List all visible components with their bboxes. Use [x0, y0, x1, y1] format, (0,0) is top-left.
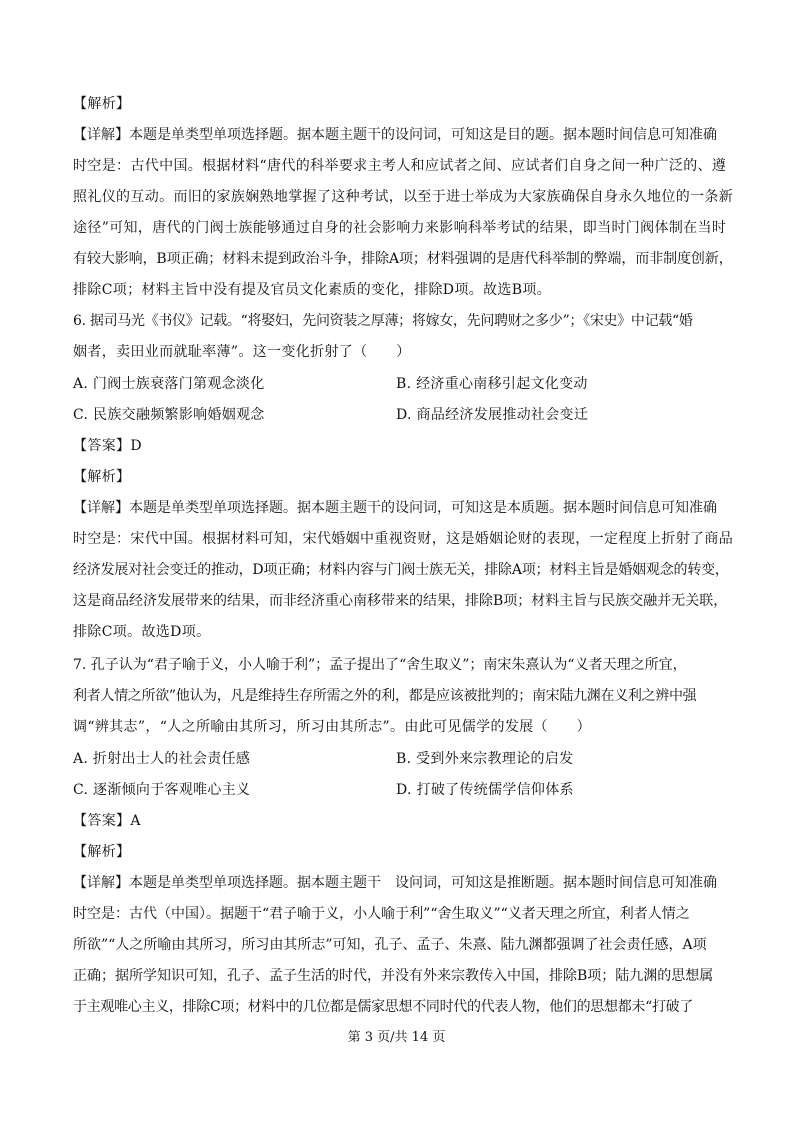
- explanation-line: 照礼仪的互动。而旧的家族娴熟地掌握了这种考试，以至于进士举成为大家族确保自身永久地位的一条新: [73, 189, 734, 205]
- option-b: B. 经济重心南移引起文化变动: [396, 376, 588, 392]
- question-stem: 调“辨其志”，“人之所喻由其所习，所习由其所志”。由此可见儒学的发展（ ）: [73, 719, 591, 735]
- explanation-line: 排除C项；材料主旨中没有提及官员文化素质的变化，排除D项。故选B项。: [73, 282, 552, 298]
- option-a: A. 门阀士族衰落门第观念淡化: [73, 376, 265, 392]
- option-c: C. 逐渐倾向于客观唯心主义: [73, 782, 251, 798]
- explanation-line: 时空是：古代中国。根据材料“唐代的科举要求主考人和应试者之间、应试者们自身之间一种广泛的、遵: [73, 158, 727, 174]
- analysis-label: 【解析】: [73, 844, 131, 860]
- question-stem: 7. 孔子认为“君子喻于义，小人喻于利”；孟子提出了“舍生取义”；南宋朱熹认为“义者天理之所宜，: [73, 657, 687, 673]
- explanation-line: 【详解】本题是单类型单项选择题。据本题主题干 设问词，可知这是推断题。据本题时间信息可知准确: [73, 875, 717, 891]
- explanation-line: 这是商品经济发展带来的结果，而非经济重心南移带来的结果，排除B项；材料主旨与民族交融并无关联，: [73, 593, 728, 609]
- explanation-line: 时空是：古代（中国）。据题干“君子喻于义，小人喻于利”“舍生取义”“义者天理之所宜，利者人情之: [73, 906, 690, 922]
- explanation-line: 途径”可知，唐代的门阀士族能够通过自身的社会影响力来影响科举考试的结果，即当时门阀体制在当时: [73, 220, 727, 236]
- answer-label: 【答案】D: [73, 438, 142, 454]
- question-stem: 姻者，卖田业而就耻率薄”。这一变化折射了（ ）: [73, 344, 411, 360]
- page-number: 第 3 页/共 14 页: [347, 1030, 446, 1045]
- explanation-line: 【详解】本题是单类型单项选择题。据本题主题干的设问词，可知这是本质题。据本题时间信息可知准确: [73, 500, 717, 516]
- explanation-line: 正确；据所学知识可知，孔子、孟子生活的时代，并没有外来宗教传入中国，排除B项；陆九渊的思想属: [73, 968, 714, 984]
- analysis-label: 【解析】: [73, 469, 131, 485]
- option-d: D. 商品经济发展推动社会变迁: [396, 407, 589, 423]
- option-b: B. 受到外来宗教理论的启发: [396, 751, 574, 767]
- explanation-line: 有较大影响，B项正确；材料未提到政治斗争，排除A项；材料强调的是唐代科举制的弊端，而非制度创新，: [73, 251, 733, 267]
- explanation-line: 经济发展对社会变迁的推动，D项正确；材料内容与门阀士族无关，排除A项；材料主旨是婚姻观念的转变，: [73, 562, 729, 578]
- explanation-line: 于主观唯心主义，排除C项；材料中的几位都是儒家思想不同时代的代表人物，他们的思想都未“打破了: [73, 999, 694, 1015]
- option-d: D. 打破了传统儒学信仰体系: [396, 782, 574, 798]
- analysis-label: 【解析】: [73, 96, 131, 112]
- explanation-line: 排除C项。故选D项。: [73, 624, 211, 640]
- explanation-line: 【详解】本题是单类型单项选择题。据本题主题干的设问词，可知这是目的题。据本题时间信息可知准确: [73, 127, 717, 143]
- explanation-line: 所欲”“人之所喻由其所习，所习由其所志”可知，孔子、孟子、朱熹、陆九渊都强调了社会责任感，A项: [73, 937, 707, 953]
- question-stem: 利者人情之所欲”他认为，凡是维持生存所需之外的利，都是应该被批判的；南宋陆九渊在义利之辨中强: [73, 688, 697, 704]
- question-stem: 6. 据司马光《书仪》记载。“将娶妇，先问资装之厚薄；将嫁女，先问聘财之多少”；《宋史》中记载“婚: [73, 313, 693, 329]
- answer-label: 【答案】A: [73, 813, 141, 829]
- option-c: C. 民族交融频繁影响婚姻观念: [73, 407, 265, 423]
- explanation-line: 时空是：宋代中国。根据材料可知，宋代婚姻中重视资财，这是婚姻论财的表现，一定程度上折射了商品: [73, 531, 734, 547]
- option-a: A. 折射出士人的社会责任感: [73, 751, 251, 767]
